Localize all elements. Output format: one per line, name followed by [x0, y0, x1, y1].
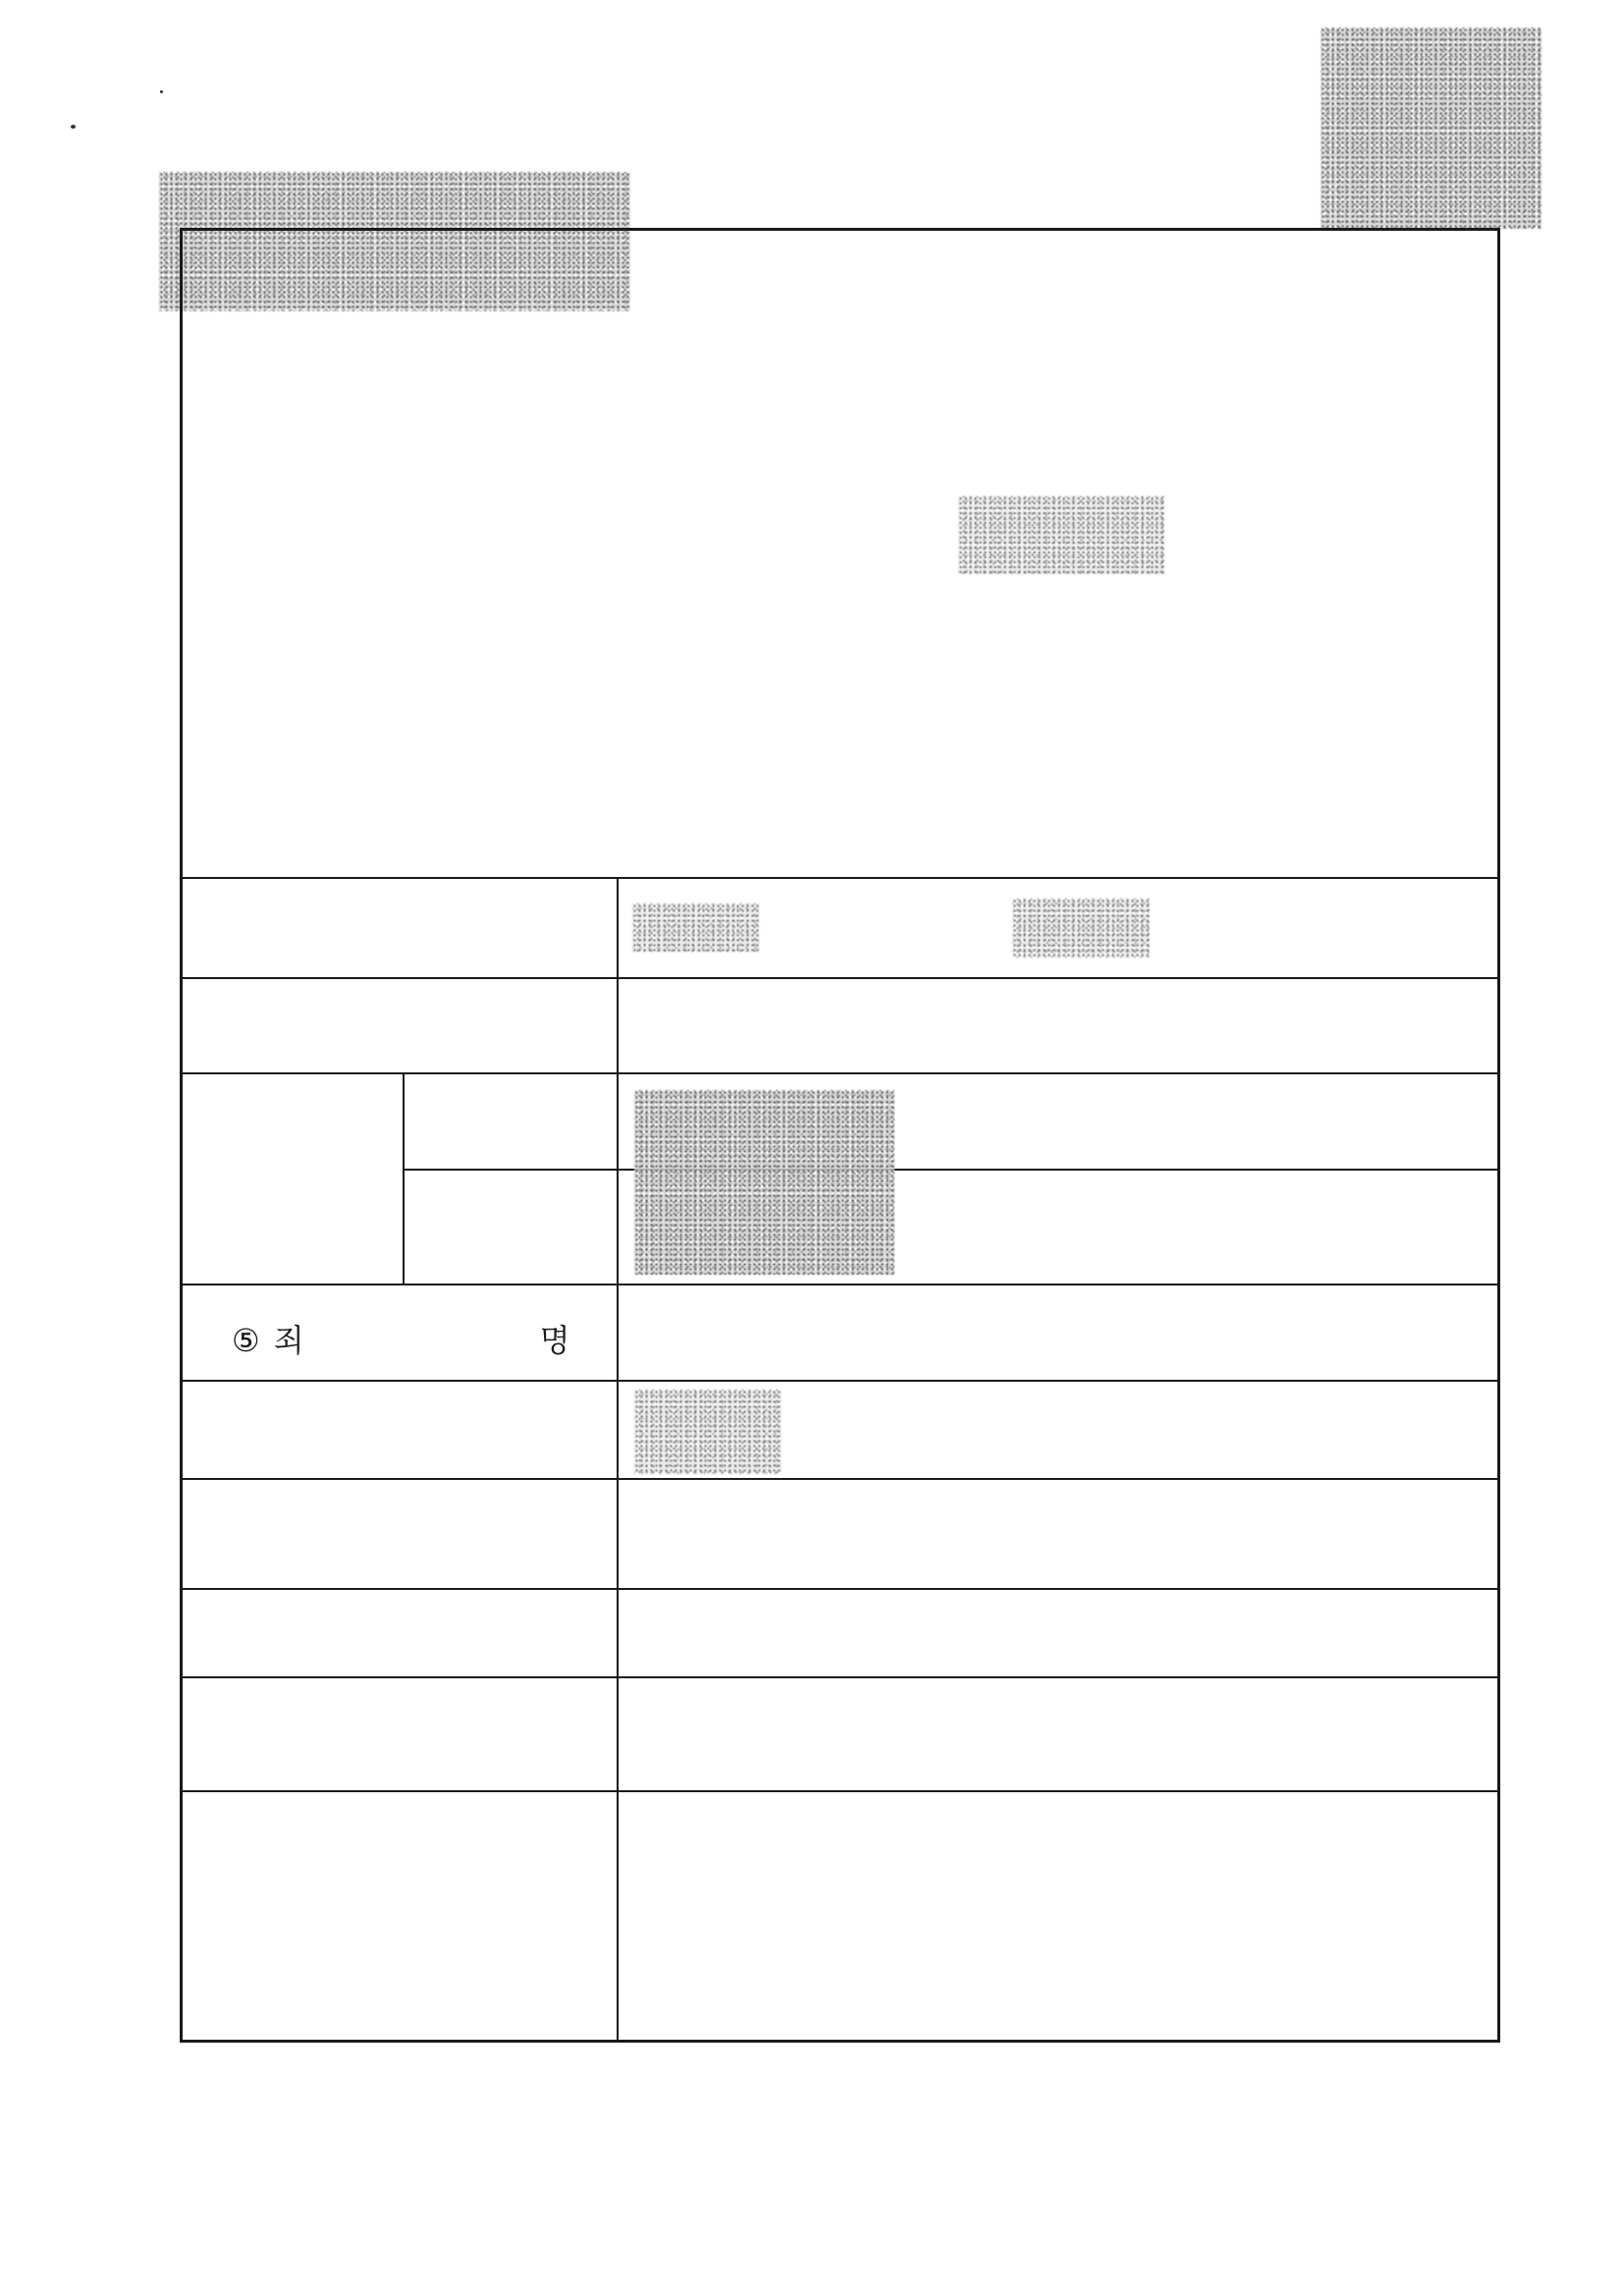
charge-label: ⑤ 죄 명	[232, 1322, 570, 1359]
redaction-case-suffix	[1012, 899, 1150, 957]
redaction-case-prefix	[632, 903, 760, 953]
redaction-doc-number	[958, 496, 1164, 574]
table-rule	[183, 977, 1497, 979]
table-rule	[403, 1169, 1497, 1171]
table-column-rule	[403, 1072, 405, 1284]
table-rule	[183, 877, 1497, 879]
redaction-suspect-info	[634, 1090, 894, 1275]
table-rule	[183, 1284, 1497, 1285]
redaction-prosecutor	[634, 1390, 782, 1474]
table-rule	[183, 1790, 1497, 1792]
table-rule	[183, 1380, 1497, 1382]
table-rule	[183, 1676, 1497, 1678]
phone-line	[674, 427, 823, 462]
table-rule	[183, 1072, 1497, 1074]
scan-speck	[160, 90, 163, 93]
table-column-rule	[617, 877, 619, 2043]
document-frame	[180, 228, 1500, 2043]
redaction-top-right	[1321, 27, 1542, 229]
classification-block	[183, 506, 210, 533]
scan-speck	[71, 125, 76, 129]
table-rule	[183, 1588, 1497, 1590]
table-rule	[183, 1478, 1497, 1480]
